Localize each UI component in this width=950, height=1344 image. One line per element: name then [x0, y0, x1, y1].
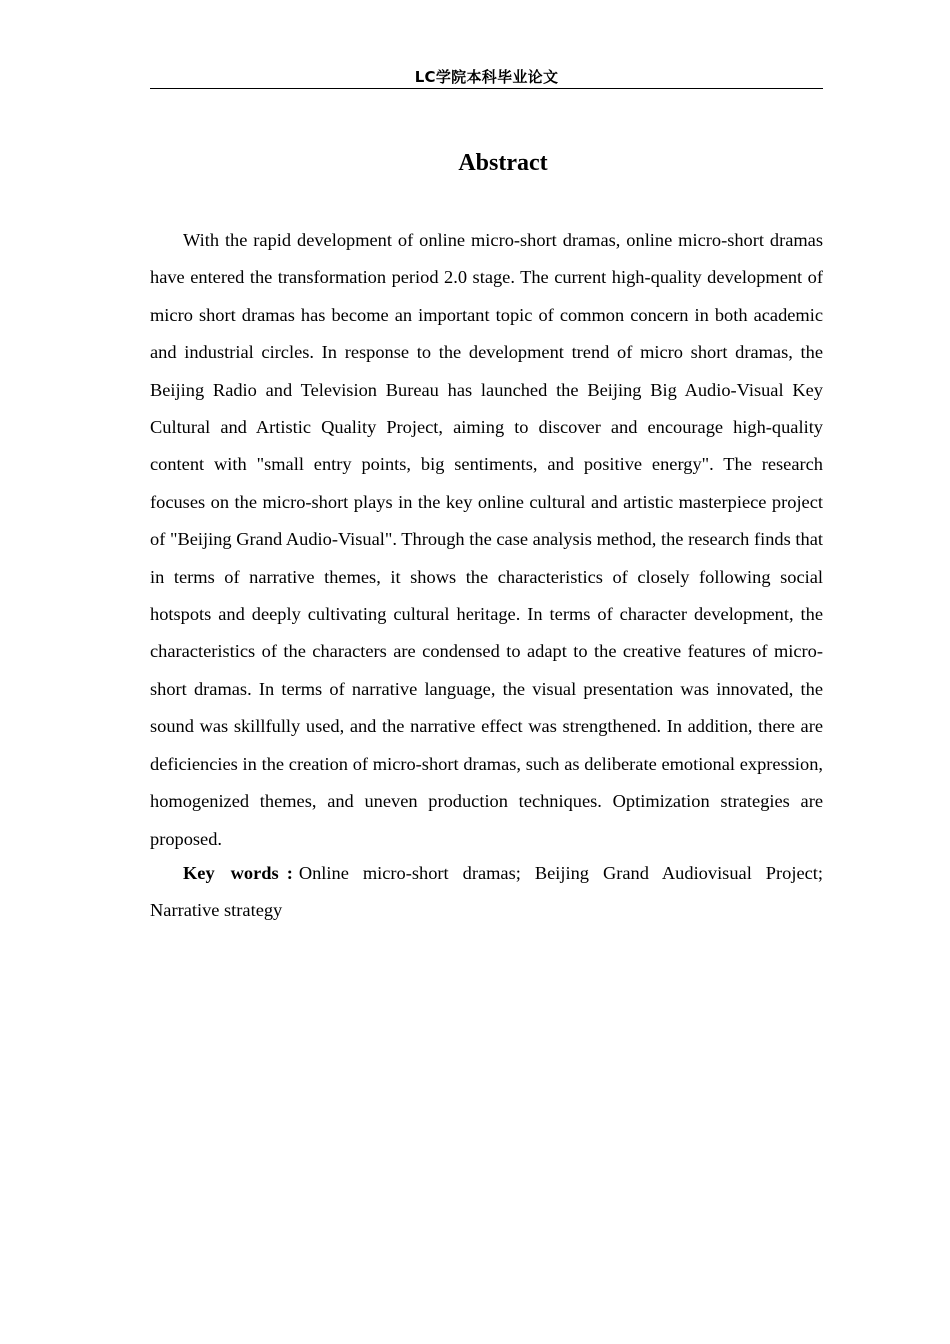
running-header: LC学院本科毕业论文	[150, 66, 823, 89]
abstract-paragraph: With the rapid development of online micro-short dramas, online micro-short dramas have entered the transformation period 2.0 stage. The current high-quality development of micro short dramas has become an important topic of common concern in both academic and industrial circles. In response to the development trend of micro short dramas, the Beijing Radio and Television Bureau has launched the Beijing Big Audio-Visual Key Cultural and Artistic Quality Project, aiming to discover and encourage high-quality content with "small entry points, big sentiments, and positive energy". The research focuses on the micro-short plays in the key online cultural and artistic masterpiece project of "Beijing Grand Audio-Visual". Through the case analysis method, the research finds that in terms of narrative themes, it shows the characteristics of closely following social hotspots and deeply cultivating cultural heritage. In terms of character development, the characteristics of the characters are condensed to adapt to the creative features of micro-short dramas. In terms of narrative language, the visual presentation was innovated, the sound was skillfully used, and the narrative effect was strengthened. In addition, there are deficiencies in the creation of micro-short dramas, such as deliberate emotional expression, homogenized themes, and uneven production techniques. Optimization strategies are proposed.	[150, 230, 823, 849]
abstract-title: Abstract	[458, 150, 548, 176]
keywords-line	[150, 855, 823, 930]
keywords-colon: :	[286, 863, 293, 883]
keywords-label: Key words	[183, 863, 279, 883]
keywords-text: Online micro-short dramas; Beijing Grand Audiovisual Project; Narrative strategy	[150, 863, 823, 921]
